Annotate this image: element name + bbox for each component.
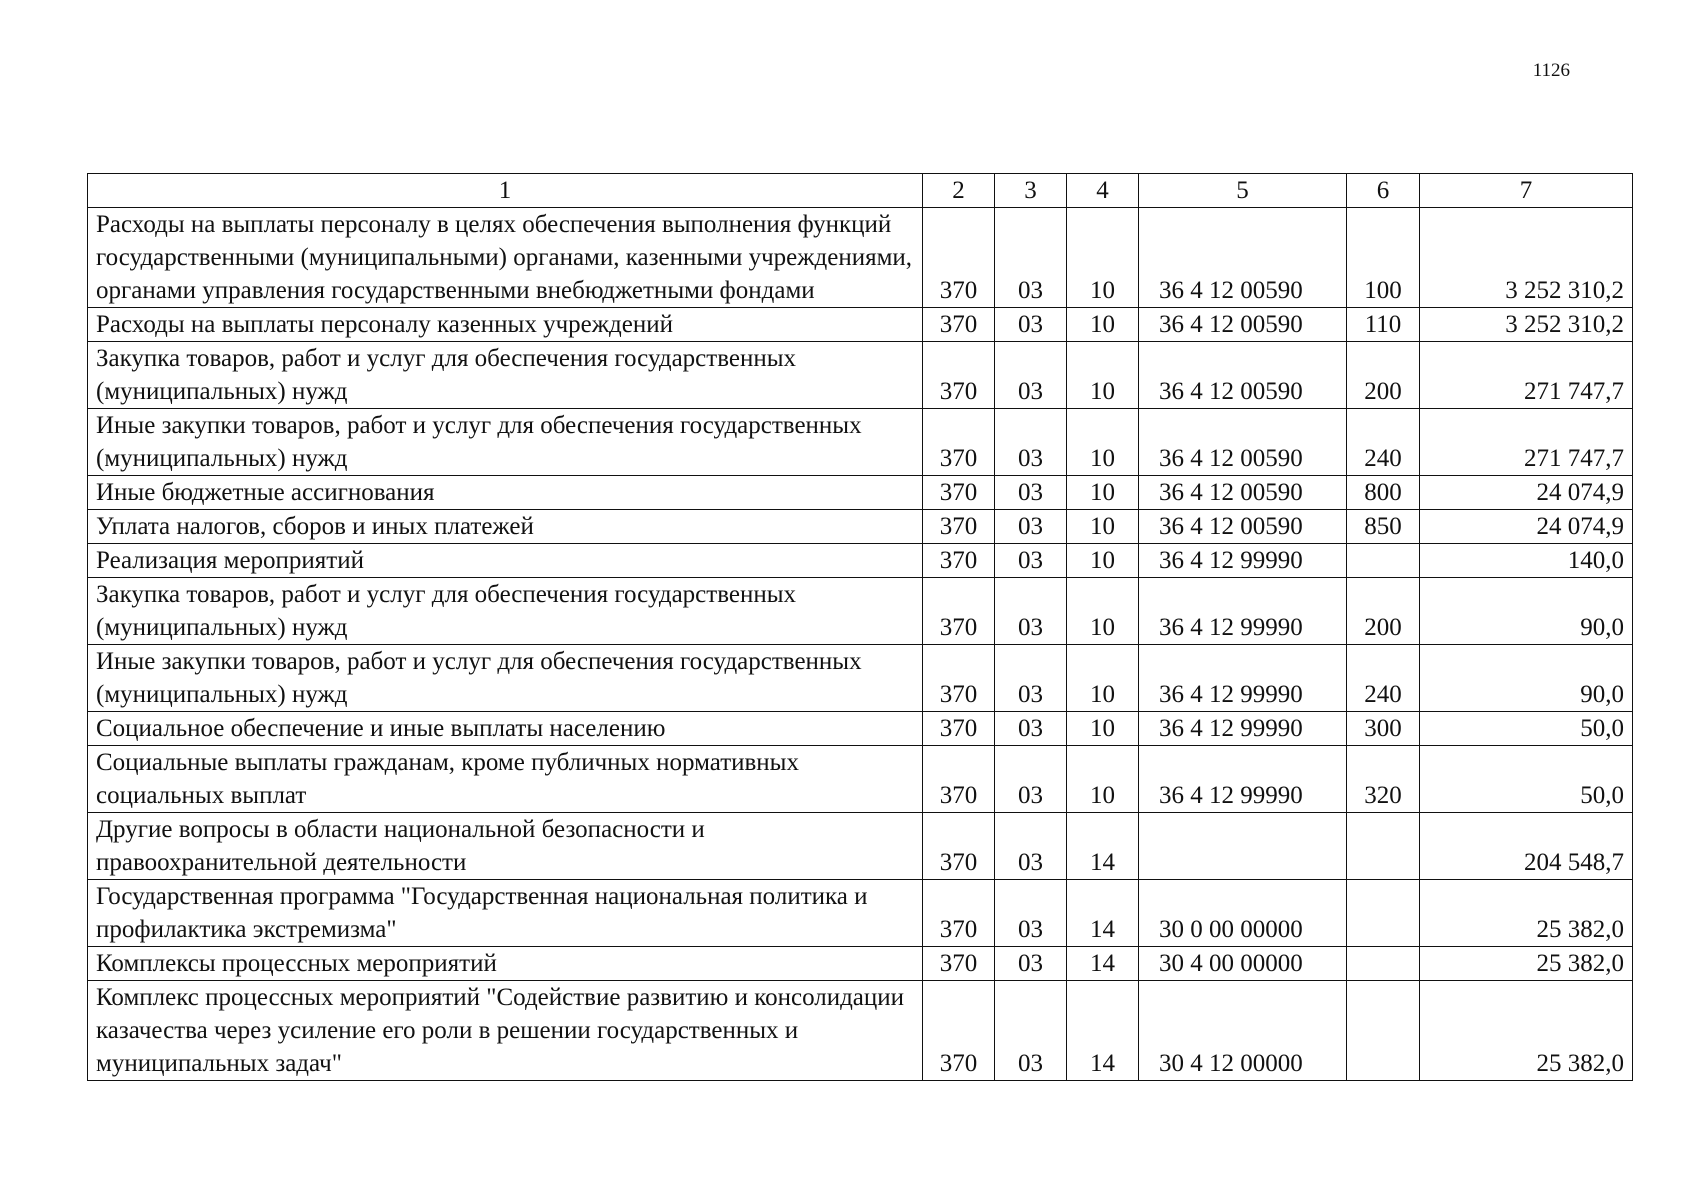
table-row	[88, 645, 1633, 712]
section-code: 03	[995, 409, 1067, 476]
expense-type-code	[1347, 880, 1420, 947]
subsection-code: 10	[1067, 578, 1139, 645]
page-number: 1126	[1532, 60, 1570, 81]
row-name: Комплексы процессных мероприятий	[88, 947, 923, 981]
expense-type-code: 200	[1347, 342, 1420, 409]
row-name: Расходы на выплаты персоналу казенных учреждений	[88, 308, 923, 342]
amount-value: 24 074,9	[1420, 476, 1633, 510]
expense-type-code: 200	[1347, 578, 1420, 645]
table-row	[88, 813, 1633, 880]
amount-value: 24 074,9	[1420, 510, 1633, 544]
amount-value: 50,0	[1420, 746, 1633, 813]
target-article-code: 36 4 12 00590	[1139, 476, 1347, 510]
amount-value: 3 252 310,2	[1420, 208, 1633, 308]
expense-type-code: 100	[1347, 208, 1420, 308]
target-article-code: 36 4 12 00590	[1139, 409, 1347, 476]
target-article-code: 36 4 12 00590	[1139, 308, 1347, 342]
expense-type-code	[1347, 813, 1420, 880]
expense-type-code: 240	[1347, 645, 1420, 712]
subsection-code: 10	[1067, 510, 1139, 544]
amount-value: 271 747,7	[1420, 409, 1633, 476]
amount-value: 3 252 310,2	[1420, 308, 1633, 342]
section-code: 03	[995, 544, 1067, 578]
table-row	[88, 578, 1633, 645]
row-name: Закупка товаров, работ и услуг для обеспечения государственных (муниципальных) нужд	[88, 342, 923, 409]
section-code: 03	[995, 712, 1067, 746]
expense-type-code: 110	[1347, 308, 1420, 342]
target-article-code	[1139, 813, 1347, 880]
table-row	[88, 208, 1633, 308]
subsection-code: 10	[1067, 409, 1139, 476]
ministry-code: 370	[923, 712, 995, 746]
header-row	[88, 174, 1633, 208]
ministry-code: 370	[923, 813, 995, 880]
table-body	[88, 174, 1633, 1081]
expense-type-code	[1347, 947, 1420, 981]
ministry-code: 370	[923, 947, 995, 981]
ministry-code: 370	[923, 645, 995, 712]
amount-value: 90,0	[1420, 578, 1633, 645]
amount-value: 140,0	[1420, 544, 1633, 578]
section-code: 03	[995, 578, 1067, 645]
header-col-2: 2	[923, 174, 995, 208]
subsection-code: 10	[1067, 544, 1139, 578]
budget-table	[87, 173, 1633, 1081]
target-article-code: 36 4 12 00590	[1139, 208, 1347, 308]
target-article-code: 30 4 00 00000	[1139, 947, 1347, 981]
subsection-code: 14	[1067, 880, 1139, 947]
ministry-code: 370	[923, 510, 995, 544]
amount-value: 25 382,0	[1420, 981, 1633, 1081]
row-name: Иные бюджетные ассигнования	[88, 476, 923, 510]
section-code: 03	[995, 746, 1067, 813]
subsection-code: 10	[1067, 208, 1139, 308]
amount-value: 25 382,0	[1420, 880, 1633, 947]
subsection-code: 10	[1067, 476, 1139, 510]
section-code: 03	[995, 510, 1067, 544]
target-article-code: 36 4 12 99990	[1139, 578, 1347, 645]
section-code: 03	[995, 645, 1067, 712]
table-row	[88, 544, 1633, 578]
amount-value: 50,0	[1420, 712, 1633, 746]
ministry-code: 370	[923, 208, 995, 308]
ministry-code: 370	[923, 578, 995, 645]
ministry-code: 370	[923, 544, 995, 578]
subsection-code: 10	[1067, 308, 1139, 342]
row-name: Иные закупки товаров, работ и услуг для обеспечения государственных (муниципальных) нужд	[88, 645, 923, 712]
ministry-code: 370	[923, 746, 995, 813]
expense-type-code: 800	[1347, 476, 1420, 510]
row-name: Реализация мероприятий	[88, 544, 923, 578]
section-code: 03	[995, 813, 1067, 880]
expense-type-code	[1347, 981, 1420, 1081]
header-col-7: 7	[1420, 174, 1633, 208]
ministry-code: 370	[923, 342, 995, 409]
row-name: Уплата налогов, сборов и иных платежей	[88, 510, 923, 544]
table-row	[88, 947, 1633, 981]
section-code: 03	[995, 476, 1067, 510]
expense-type-code	[1347, 544, 1420, 578]
amount-value: 204 548,7	[1420, 813, 1633, 880]
subsection-code: 10	[1067, 712, 1139, 746]
target-article-code: 30 4 12 00000	[1139, 981, 1347, 1081]
section-code: 03	[995, 947, 1067, 981]
subsection-code: 14	[1067, 947, 1139, 981]
row-name: Социальные выплаты гражданам, кроме публичных нормативных социальных выплат	[88, 746, 923, 813]
header-col-5: 5	[1139, 174, 1347, 208]
header-col-1: 1	[88, 174, 923, 208]
amount-value: 271 747,7	[1420, 342, 1633, 409]
row-name: Социальное обеспечение и иные выплаты населению	[88, 712, 923, 746]
section-code: 03	[995, 981, 1067, 1081]
target-article-code: 36 4 12 99990	[1139, 712, 1347, 746]
subsection-code: 14	[1067, 981, 1139, 1081]
table-row	[88, 746, 1633, 813]
table-row	[88, 880, 1633, 947]
ministry-code: 370	[923, 981, 995, 1081]
table-row	[88, 476, 1633, 510]
target-article-code: 36 4 12 99990	[1139, 544, 1347, 578]
row-name: Закупка товаров, работ и услуг для обеспечения государственных (муниципальных) нужд	[88, 578, 923, 645]
subsection-code: 10	[1067, 342, 1139, 409]
section-code: 03	[995, 208, 1067, 308]
amount-value: 90,0	[1420, 645, 1633, 712]
expense-type-code: 240	[1347, 409, 1420, 476]
row-name: Государственная программа "Государственная национальная политика и профилактика экстремизма"	[88, 880, 923, 947]
ministry-code: 370	[923, 476, 995, 510]
section-code: 03	[995, 342, 1067, 409]
subsection-code: 10	[1067, 645, 1139, 712]
expense-type-code: 850	[1347, 510, 1420, 544]
ministry-code: 370	[923, 409, 995, 476]
target-article-code: 36 4 12 00590	[1139, 510, 1347, 544]
target-article-code: 36 4 12 00590	[1139, 342, 1347, 409]
expense-type-code: 300	[1347, 712, 1420, 746]
header-col-3: 3	[995, 174, 1067, 208]
target-article-code: 36 4 12 99990	[1139, 645, 1347, 712]
row-name: Расходы на выплаты персоналу в целях обеспечения выполнения функций государственными (муниципальными) органами, казенными учреждениями, органами управления государственными внебюджетными фондами	[88, 208, 923, 308]
table-row	[88, 981, 1633, 1081]
table-row	[88, 510, 1633, 544]
row-name: Другие вопросы в области национальной безопасности и правоохранительной деятельности	[88, 813, 923, 880]
header-col-6: 6	[1347, 174, 1420, 208]
table-row	[88, 409, 1633, 476]
section-code: 03	[995, 308, 1067, 342]
expense-type-code: 320	[1347, 746, 1420, 813]
table-row	[88, 712, 1633, 746]
subsection-code: 14	[1067, 813, 1139, 880]
subsection-code: 10	[1067, 746, 1139, 813]
ministry-code: 370	[923, 880, 995, 947]
target-article-code: 36 4 12 99990	[1139, 746, 1347, 813]
row-name: Комплекс процессных мероприятий "Содействие развитию и консолидации казачества через усиление его роли в решении государственных и муниципальных задач"	[88, 981, 923, 1081]
table-row	[88, 342, 1633, 409]
row-name: Иные закупки товаров, работ и услуг для обеспечения государственных (муниципальных) нужд	[88, 409, 923, 476]
ministry-code: 370	[923, 308, 995, 342]
header-col-4: 4	[1067, 174, 1139, 208]
table-row	[88, 308, 1633, 342]
amount-value: 25 382,0	[1420, 947, 1633, 981]
section-code: 03	[995, 880, 1067, 947]
target-article-code: 30 0 00 00000	[1139, 880, 1347, 947]
